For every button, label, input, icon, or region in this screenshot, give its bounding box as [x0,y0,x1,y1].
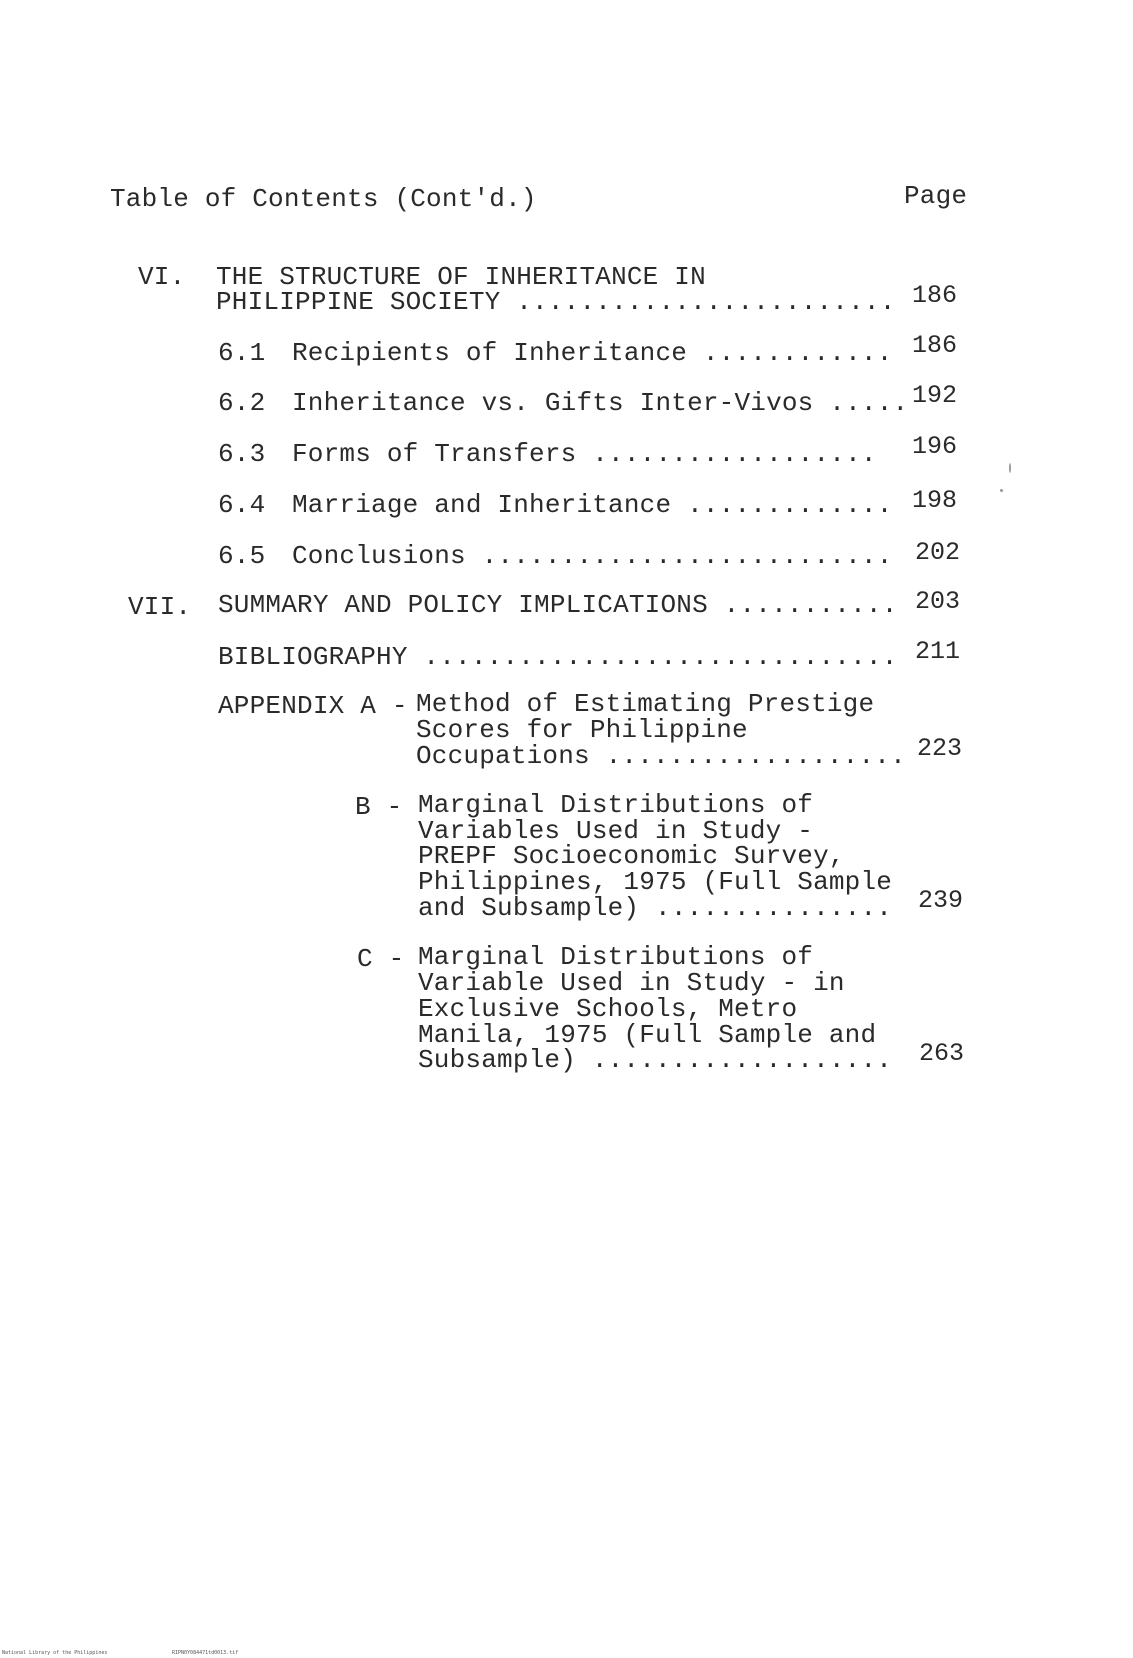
chapter-vii-numeral: VII. [128,592,192,622]
bibliography-title: BIBLIOGRAPHY .............................. [218,642,898,672]
section-page: 202 [914,538,960,567]
appendix-b-line: Variables Used in Study - [418,816,814,846]
section-number: 6.5 [218,541,266,571]
section-page: 186 [911,331,957,360]
appendix-b-line: Philippines, 1975 (Full Sample [418,867,893,897]
scan-mark [1000,489,1003,492]
section-page: 198 [911,486,957,515]
chapter-vii-title: SUMMARY AND POLICY IMPLICATIONS ........... [218,590,898,620]
footer-filename: RIPN0Y084471td0013.tif [172,1650,239,1656]
appendix-c-line: Exclusive Schools, Metro [418,994,798,1024]
section-title: Marriage and Inheritance ............. [292,490,893,520]
footer-library: National Library of the Philippines [2,1650,108,1656]
page-column-label: Page [904,181,968,211]
appendix-c-label: C - [357,944,405,974]
appendix-a-line: Occupations ................... [416,741,906,771]
section-number: 6.3 [218,439,266,469]
section-number: 6.2 [218,388,266,418]
appendix-a-line: Method of Estimating Prestige [416,689,875,719]
section-title: Recipients of Inheritance ............ [292,338,893,368]
appendix-a-page: 223 [916,734,962,763]
appendix-c-line: Manila, 1975 (Full Sample and [418,1020,877,1050]
chapter-vii-page: 203 [914,587,960,616]
chapter-vi-title-line2: PHILIPPINE SOCIETY ........................ [216,287,896,317]
appendix-a-line: Scores for Philippine [416,715,748,745]
appendix-b-page: 239 [917,886,963,915]
section-title: Forms of Transfers .................. [292,439,877,469]
appendix-b-line: and Subsample) ............... [418,893,893,923]
chapter-vi-numeral: VI. [138,262,186,292]
chapter-vi-page: 186 [911,281,957,310]
appendix-c-line: Subsample) ................... [418,1045,893,1075]
section-page: 196 [911,432,957,461]
appendix-b-line: Marginal Distributions of [418,790,814,820]
appendix-b-line: PREPF Socioeconomic Survey, [418,841,845,871]
toc-heading: Table of Contents (Cont'd.) [110,184,537,214]
section-page: 192 [911,381,957,410]
section-number: 6.4 [218,490,266,520]
section-title: Conclusions .......................... [292,541,893,571]
scan-mark [1009,463,1011,473]
section-title: Inheritance vs. Gifts Inter-Vivos ..... [292,388,909,418]
bibliography-page: 211 [914,637,960,666]
section-number: 6.1 [218,338,266,368]
appendix-a-label: APPENDIX A - [218,691,408,721]
chapter-vi-title-line1: THE STRUCTURE OF INHERITANCE IN [216,262,706,292]
appendix-c-line: Marginal Distributions of [418,942,814,972]
appendix-b-label: B - [355,792,403,822]
appendix-c-page: 263 [918,1039,964,1068]
appendix-c-line: Variable Used in Study - in [418,968,845,998]
